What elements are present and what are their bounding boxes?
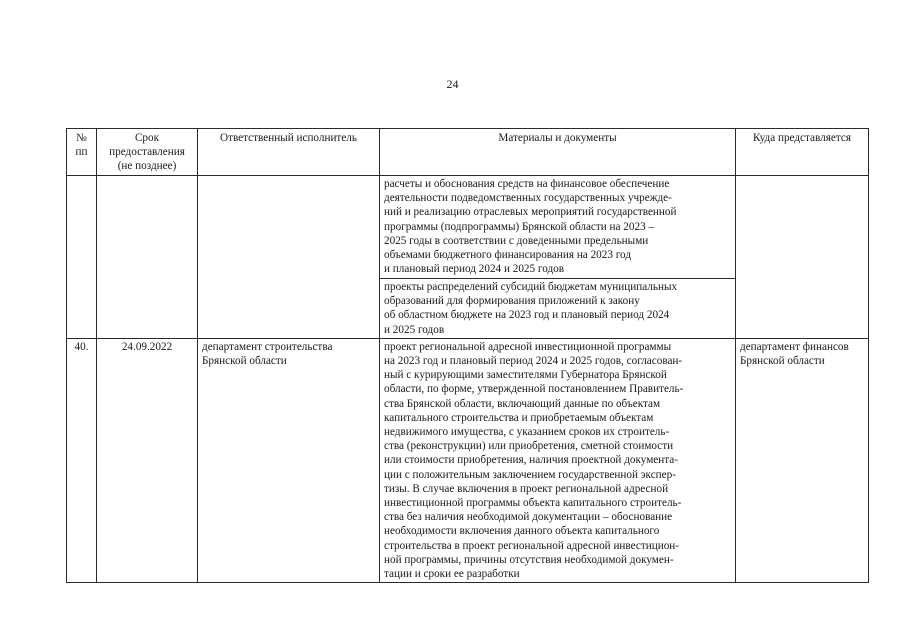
text-line: ний и реализацию отраслевых мероприятий государственной	[384, 206, 677, 219]
text-line: строительства в проект региональной адресной инвестицион-	[384, 539, 679, 552]
text-line: или стоимости приобретения, наличия проектной документа-	[384, 454, 678, 467]
header-destination: Куда представляется	[736, 129, 869, 176]
text-line: инвестиционной программы объекта капитального строитель-	[384, 497, 682, 510]
text-line: и 2025 годов	[384, 323, 445, 336]
table-row-40	[67, 338, 869, 582]
cell-materials	[380, 279, 736, 339]
text-line: необходимости включения данного объекта капитального	[384, 525, 660, 538]
header-deadline	[97, 129, 198, 176]
header-number	[67, 129, 97, 176]
text-line: департамент строительства	[202, 340, 333, 353]
text-line: недвижимого имущества, с указанием сроков их строитель-	[384, 426, 670, 439]
header-number-line: пп	[75, 146, 88, 159]
cell-deadline: 24.09.2022	[97, 338, 198, 582]
text-line: программы (подпрограммы) Брянской области на 2023 –	[384, 220, 655, 233]
page-number: 24	[446, 77, 459, 91]
text-line: ства Брянской области, включающий данные по объектам	[384, 397, 661, 410]
header-deadline-line: Срок	[134, 132, 160, 144]
cell-executor	[198, 338, 380, 582]
text-line: Брянской области	[740, 355, 825, 368]
text-line: проект региональной адресной инвестиционной программы	[384, 340, 672, 353]
text-line: и плановый период 2024 и 2025 годов	[384, 263, 565, 276]
text-line: образований для формирования приложений к закону	[384, 295, 640, 308]
cell-number: 40.	[67, 338, 97, 582]
text-line: тизы. В случае включения в проект региональной адресной	[384, 482, 669, 495]
text-line: Брянской области	[202, 355, 287, 368]
text-line: ства без наличия необходимой документации – обоснование	[384, 511, 673, 524]
text-line: тации и сроки ее разработки	[384, 568, 520, 581]
cell-destination	[736, 176, 869, 339]
cell-deadline	[97, 176, 198, 339]
table-row	[67, 176, 869, 279]
text-line: на 2023 год и плановый период 2024 и 2025 годов, согласован-	[384, 355, 683, 368]
text-line: ной программы, причины отсутствия необходимой докумен-	[384, 553, 674, 566]
cell-materials	[380, 338, 736, 582]
text-line: расчеты и обоснования средств на финансовое обеспечение	[384, 178, 670, 190]
text-line: деятельности подведомственных государственных учрежде-	[384, 192, 672, 205]
cell-materials	[380, 176, 736, 279]
header-deadline-line: (не позднее)	[117, 160, 177, 173]
text-line: департамент финансов	[740, 340, 849, 353]
text-line: 2025 годы в соответствии с доведенными предельными	[384, 234, 649, 247]
header-executor: Ответственный исполнитель	[198, 129, 380, 176]
text-line: ный с курирующими заместителями Губернатора Брянской	[384, 369, 667, 382]
text-line: области, по форме, утвержденной постановлением Правитель-	[384, 383, 684, 396]
text-line: капитального строительства и приобретаемым объектам	[384, 411, 654, 424]
text-line: ства (реконструкции) или приобретения, сметной стоимости	[384, 440, 674, 453]
text-line: об областном бюджете на 2023 год и плановый период 2024	[384, 309, 670, 322]
cell-destination	[736, 338, 869, 582]
header-materials: Материалы и документы	[380, 129, 736, 176]
table-header-row	[67, 129, 869, 176]
text-line: проекты распределений субсидий бюджетам муниципальных	[384, 281, 678, 293]
cell-number	[67, 176, 97, 339]
text-line: ции с положительным заключением государственной экспер-	[384, 468, 676, 481]
cell-executor	[198, 176, 380, 339]
documents-schedule-table	[66, 128, 869, 583]
header-number-line: №	[76, 132, 87, 144]
text-line: объемами бюджетного финансирования на 2023 год	[384, 249, 632, 262]
header-deadline-line: предоставления	[109, 146, 185, 159]
